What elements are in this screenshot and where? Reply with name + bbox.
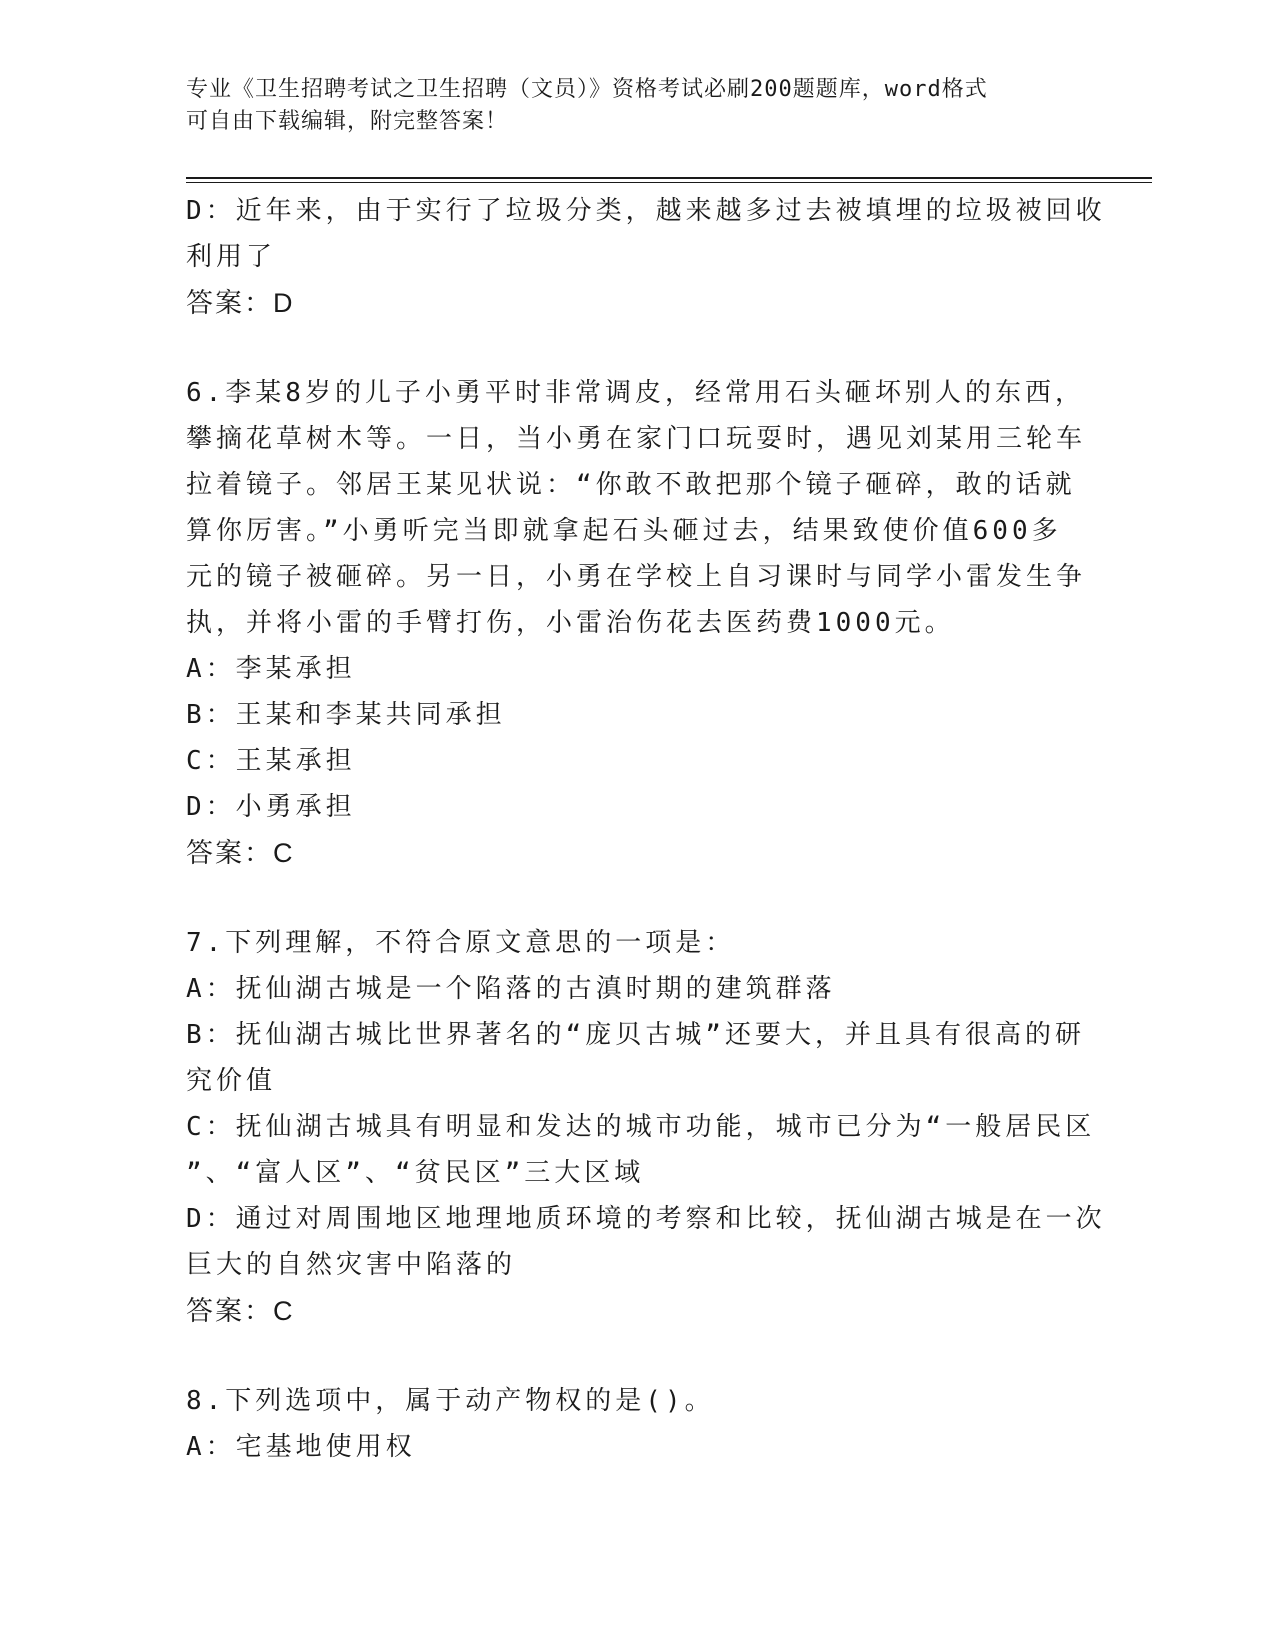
question-7-option-b-line-1: B：抚仙湖古城比世界著名的“庞贝古城”还要大，并且具有很高的研 [186, 1020, 1085, 1050]
question-6-stem-line: 6.李某8岁的儿子小勇平时非常调皮，经常用石头砸坏别人的东西， [186, 378, 1085, 408]
question-6-answer: 答案：C [186, 838, 295, 868]
document-body [186, 188, 1106, 1470]
question-6-stem-line: 元的镜子被砸碎。另一日，小勇在学校上自习课时与同学小雷发生争 [186, 562, 1087, 592]
document-header [186, 74, 1066, 138]
question-5-option-d-line-2: 利用了 [186, 242, 277, 272]
header-divider-thick [186, 177, 1152, 179]
question-6-stem-line: 算你厉害。”小勇听完当即就拿起石头砸过去，结果致使价值600多 [186, 516, 1062, 546]
question-6-stem-line: 拉着镜子。邻居王某见状说：“你敢不敢把那个镜子砸碎，敢的话就 [186, 470, 1076, 500]
question-7-option-c-line-1: C：抚仙湖古城具有明显和发达的城市功能，城市已分为“一般居民区 [186, 1112, 1096, 1142]
spacer [186, 1334, 1076, 1378]
header-title-line-1: 专业《卫生招聘考试之卫生招聘（文员）》资格考试必刷200题题库，word格式 [186, 77, 988, 102]
question-7-stem: 7.下列理解，不符合原文意思的一项是： [186, 928, 736, 958]
question-6-stem-line: 执，并将小雷的手臂打伤，小雷治伤花去医药费1000元。 [186, 608, 955, 638]
question-8 [186, 1378, 1076, 1470]
question-6-option-a: A：李某承担 [186, 654, 356, 684]
question-7-option-c-line-2: ”、“富人区”、“贫民区”三大区域 [186, 1158, 645, 1188]
question-7 [186, 920, 1106, 1334]
question-8-option-a: A：宅基地使用权 [186, 1432, 416, 1462]
question-7-answer: 答案：C [186, 1296, 295, 1326]
question-6-option-c: C：王某承担 [186, 746, 356, 776]
question-5-option-d-line-1: D：近年来，由于实行了垃圾分类，越来越多过去被填埋的垃圾被回收 [186, 196, 1106, 226]
question-8-stem: 8.下列选项中，属于动产物权的是()。 [186, 1386, 715, 1416]
spacer [186, 876, 1076, 920]
question-6-option-d: D：小勇承担 [186, 792, 356, 822]
header-title-line-2: 可自由下载编辑，附完整答案！ [186, 109, 509, 134]
question-5 [186, 188, 1106, 326]
question-7-option-a: A：抚仙湖古城是一个陷落的古滇时期的建筑群落 [186, 974, 836, 1004]
spacer [186, 326, 1076, 370]
question-5-answer: 答案：D [186, 288, 295, 318]
question-7-option-d-line-2: 巨大的自然灾害中陷落的 [186, 1250, 517, 1280]
question-6-stem-line: 攀摘花草树木等。一日，当小勇在家门口玩耍时，遇见刘某用三轮车 [186, 424, 1087, 454]
question-6 [186, 370, 1087, 876]
question-7-option-d-line-1: D：通过对周围地区地理地质环境的考察和比较，抚仙湖古城是在一次 [186, 1204, 1106, 1234]
header-divider-thin [186, 182, 1152, 183]
question-6-option-b: B：王某和李某共同承担 [186, 700, 506, 730]
question-7-option-b-line-2: 究价值 [186, 1066, 277, 1096]
